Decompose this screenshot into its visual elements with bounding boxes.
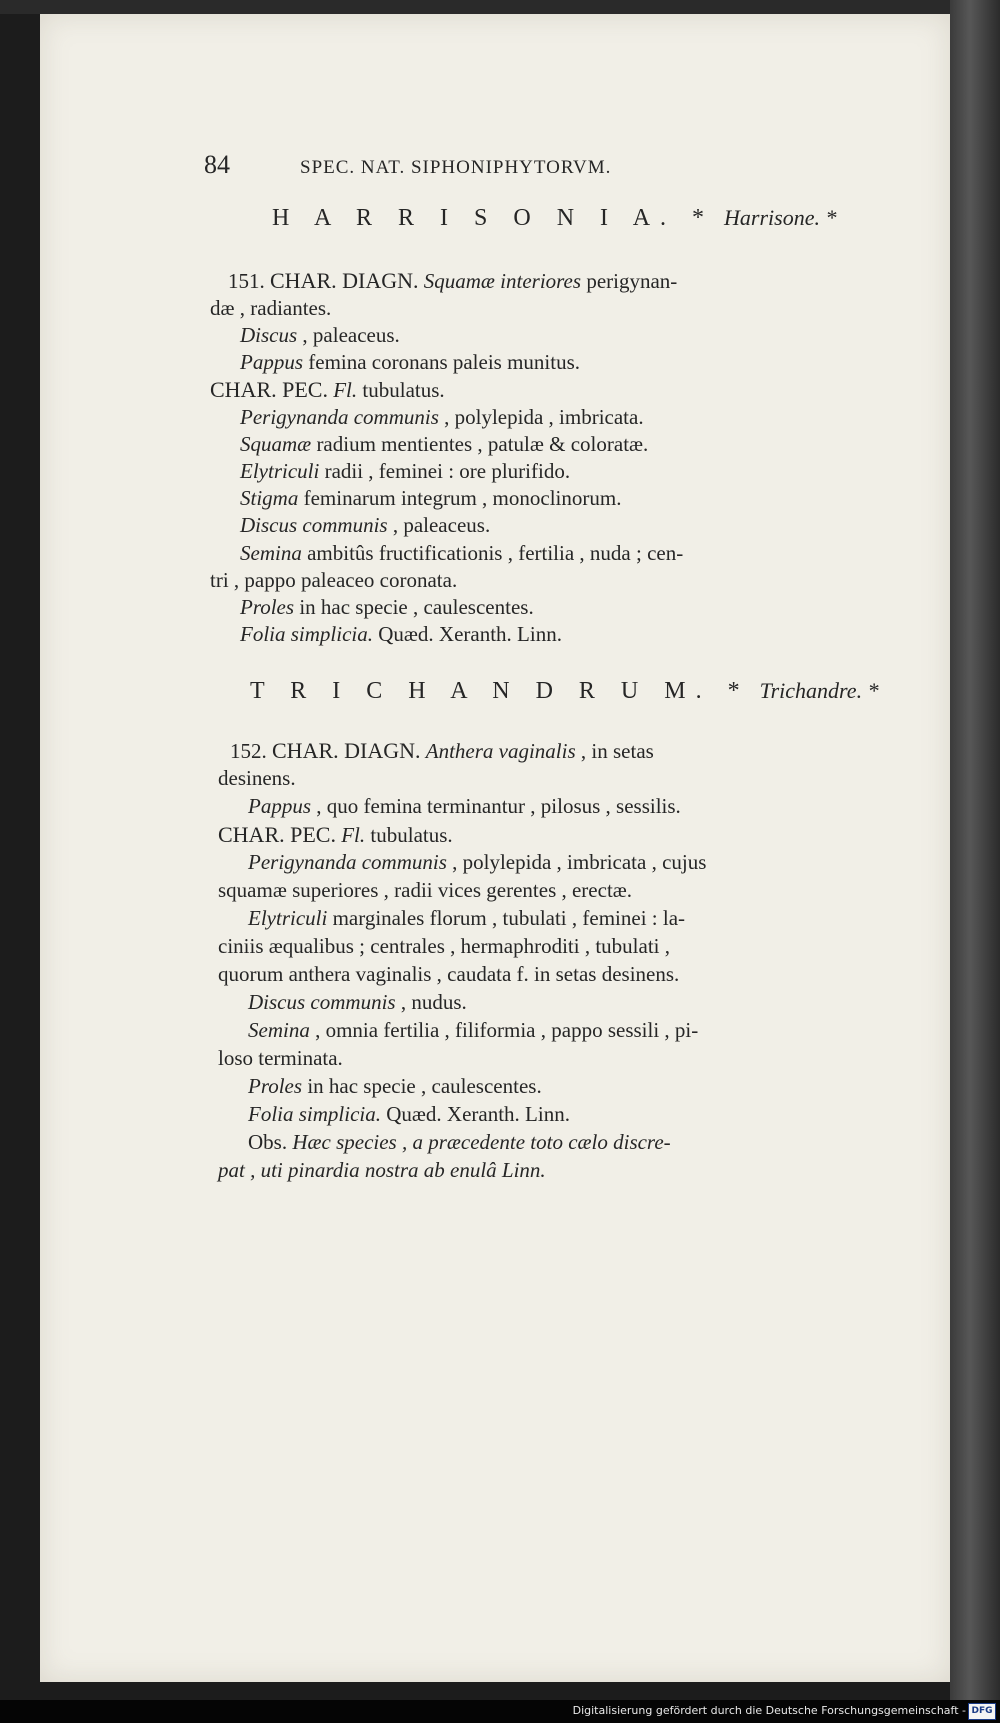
text-run: feminarum integrum , monoclinorum. bbox=[298, 486, 622, 510]
term: Perigynanda communis bbox=[248, 850, 447, 874]
term: Squamæ bbox=[240, 432, 312, 456]
text-line bbox=[240, 323, 400, 348]
term: Pappus bbox=[248, 794, 311, 818]
genus-title-trichandrum bbox=[250, 678, 879, 705]
term: Folia simplicia. bbox=[240, 622, 373, 646]
text-run: radium mentientes , patulæ & coloratæ. bbox=[311, 432, 649, 456]
term: Anthera vaginalis bbox=[425, 739, 576, 763]
text-run: , polylepida , imbricata , cujus bbox=[446, 850, 707, 874]
text-run: , polylepida , imbricata. bbox=[438, 405, 644, 429]
genus-name: H A R R I S O N I A. * bbox=[272, 205, 715, 231]
text-line bbox=[240, 486, 621, 511]
term: Stigma bbox=[240, 486, 299, 510]
text-line bbox=[248, 1130, 671, 1155]
text-run: perigynan- bbox=[581, 269, 678, 293]
book-spine bbox=[950, 0, 1000, 1700]
text-run: ambitûs fructificationis , fertilia , nuda ; cen- bbox=[301, 541, 684, 565]
text-run: Obs. bbox=[248, 1130, 293, 1154]
term: Perigynanda communis bbox=[240, 405, 439, 429]
text-line bbox=[210, 296, 331, 321]
text-run: , in setas bbox=[575, 739, 654, 763]
text-line bbox=[218, 766, 296, 791]
text-line bbox=[218, 1158, 546, 1183]
text-run: ciniis æqualibus ; centrales , hermaphroditi , tubulati , bbox=[218, 934, 670, 958]
text-line bbox=[240, 459, 570, 484]
text-line bbox=[240, 405, 644, 430]
term: Fl. bbox=[333, 378, 358, 402]
section-label: CHAR. PEC. bbox=[218, 822, 336, 847]
book-page bbox=[40, 14, 950, 1682]
text-line bbox=[248, 990, 467, 1015]
text-line bbox=[248, 906, 685, 931]
text-line bbox=[218, 934, 670, 959]
page-header bbox=[204, 150, 230, 180]
text-run: quorum anthera vaginalis , caudata f. in setas desinens. bbox=[218, 962, 680, 986]
text-run: , paleaceus. bbox=[297, 323, 400, 347]
running-title-line bbox=[300, 154, 611, 179]
scan-frame-top bbox=[0, 0, 1000, 14]
text-line bbox=[218, 962, 679, 987]
text-run: , nudus. bbox=[395, 990, 467, 1014]
text-run: dæ , radiantes. bbox=[210, 296, 332, 320]
entry-number: 151. bbox=[228, 269, 270, 293]
section-label: CHAR. DIAGN. bbox=[272, 738, 421, 763]
text-line bbox=[230, 738, 654, 764]
genus-name: T R I C H A N D R U M. * bbox=[250, 678, 750, 704]
text-run: radii , feminei : ore plurifido. bbox=[319, 459, 571, 483]
text-run: tubulatus. bbox=[365, 823, 453, 847]
dfg-logo-icon: DFG bbox=[968, 1703, 996, 1720]
text-run: , paleaceus. bbox=[387, 513, 491, 537]
text-run: squamæ superiores , radii vices gerentes , erectæ. bbox=[218, 878, 633, 902]
genus-title-harrisonia bbox=[272, 205, 837, 232]
term: Elytriculi bbox=[240, 459, 320, 483]
text-line bbox=[210, 377, 445, 403]
text-run: desinens. bbox=[218, 766, 296, 790]
term: Discus bbox=[240, 323, 298, 347]
text-line bbox=[218, 1046, 343, 1071]
term: Fl. bbox=[341, 823, 366, 847]
text-line bbox=[248, 850, 706, 875]
term: Squamæ interiores bbox=[423, 269, 582, 293]
text-line bbox=[240, 622, 562, 647]
text-run: tubulatus. bbox=[357, 378, 445, 402]
running-title: SPEC. NAT. SIPHONIPHYTORVM. bbox=[300, 157, 612, 178]
page-number: 84 bbox=[204, 150, 230, 179]
text-line bbox=[240, 595, 534, 620]
text-line bbox=[240, 541, 683, 566]
term: Semina bbox=[240, 541, 302, 565]
term: Discus communis bbox=[240, 513, 388, 537]
text-line bbox=[240, 350, 580, 375]
term: Elytriculi bbox=[248, 906, 328, 930]
term: Discus communis bbox=[248, 990, 396, 1014]
text-line bbox=[248, 1018, 698, 1043]
text-run: Quæd. Xeranth. Linn. bbox=[381, 1102, 570, 1126]
text-line bbox=[228, 268, 677, 294]
section-label: CHAR. PEC. bbox=[210, 377, 328, 402]
text-line bbox=[240, 432, 648, 457]
text-run: marginales florum , tubulati , feminei : la- bbox=[327, 906, 686, 930]
text-line bbox=[248, 794, 681, 819]
term: Proles bbox=[240, 595, 295, 619]
text-run: in hac specie , caulescentes. bbox=[302, 1074, 542, 1098]
text-run: femina coronans paleis munitus. bbox=[303, 350, 581, 374]
text-line bbox=[248, 1102, 570, 1127]
entry-number: 152. bbox=[230, 739, 272, 763]
term: Semina bbox=[248, 1018, 310, 1042]
section-label: CHAR. DIAGN. bbox=[270, 268, 419, 293]
text-line bbox=[218, 878, 632, 903]
observation-text: Hæc species , a præcedente toto cælo discre- bbox=[292, 1130, 671, 1154]
text-line bbox=[240, 513, 490, 538]
text-run: loso terminata. bbox=[218, 1046, 343, 1070]
text-run: in hac specie , caulescentes. bbox=[294, 595, 534, 619]
text-line bbox=[218, 822, 453, 848]
term: Proles bbox=[248, 1074, 303, 1098]
text-line bbox=[210, 568, 457, 593]
text-run: tri , pappo paleaceo coronata. bbox=[210, 568, 458, 592]
text-line bbox=[248, 1074, 542, 1099]
observation-text: pat , uti pinardia nostra ab enulâ Linn. bbox=[218, 1158, 546, 1182]
genus-french-name: Harrisone. * bbox=[724, 205, 837, 230]
term: Pappus bbox=[240, 350, 303, 374]
text-run: , quo femina terminantur , pilosus , sessilis. bbox=[311, 794, 681, 818]
term: Folia simplicia. bbox=[248, 1102, 381, 1126]
text-run: Quæd. Xeranth. Linn. bbox=[373, 622, 562, 646]
digitization-credit: Digitalisierung gefördert durch die Deutsche Forschungsgemeinschaft - bbox=[572, 1704, 966, 1717]
text-run: , omnia fertilia , filiformia , pappo sessili , pi- bbox=[309, 1018, 699, 1042]
genus-french-name: Trichandre. * bbox=[759, 678, 879, 703]
